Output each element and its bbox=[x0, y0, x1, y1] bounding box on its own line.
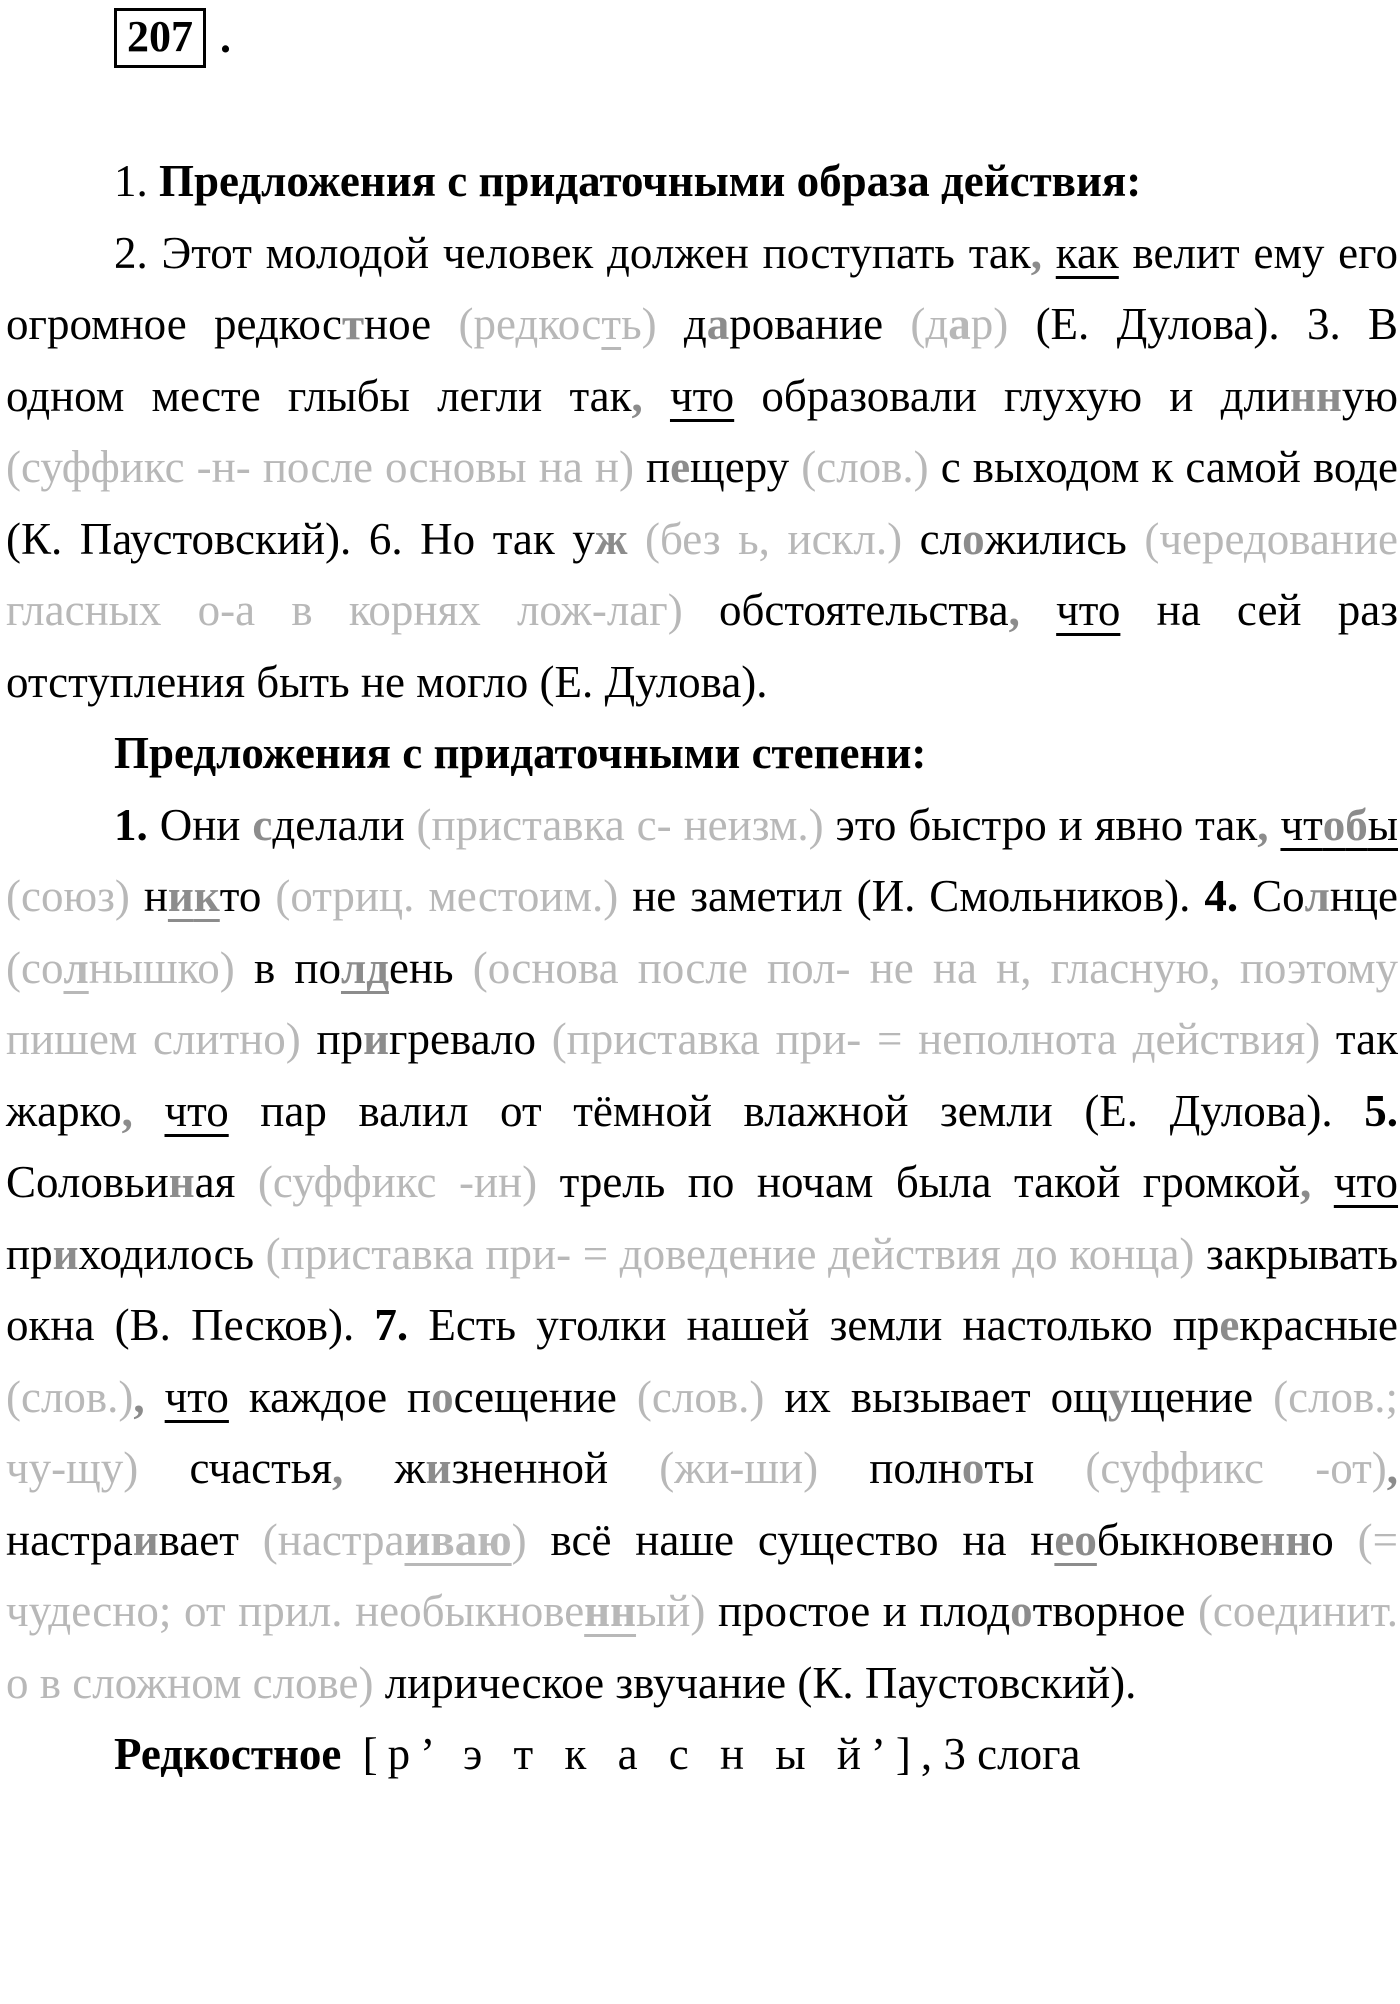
text-run: ходилось bbox=[78, 1228, 266, 1279]
note-part: л bbox=[63, 942, 89, 993]
text-run: ное bbox=[364, 299, 459, 349]
note-part: (= чудесно; от прил. необыкнове bbox=[6, 1514, 1398, 1636]
note-part: ) bbox=[511, 1514, 527, 1565]
text-run: простое и плод bbox=[705, 1586, 1011, 1636]
spelling-note: (слов.; чу-щу) bbox=[6, 1371, 1398, 1493]
phonetic-analysis bbox=[6, 1719, 1398, 1791]
sentence-number: 3. bbox=[1279, 299, 1341, 349]
text-run: обстоятельства bbox=[682, 585, 1009, 635]
text-run: о bbox=[1311, 1514, 1358, 1565]
text-run bbox=[1268, 800, 1280, 850]
spelling-letter: е bbox=[1219, 1300, 1240, 1350]
text-run: п bbox=[633, 442, 671, 492]
note-part: ый) bbox=[636, 1586, 706, 1636]
comma-mark: , bbox=[1257, 799, 1269, 850]
spelling-note: (суффикс -ин) bbox=[257, 1157, 538, 1207]
note-part: (настра bbox=[262, 1514, 405, 1565]
text-run: на сей раз отступления быть не могло (Е. Дулова). bbox=[6, 585, 1398, 707]
text-run: зненной bbox=[451, 1443, 660, 1493]
comma-mark: , bbox=[631, 370, 643, 421]
spelling-letter: и bbox=[52, 1228, 79, 1279]
spelling-note: (слов.) bbox=[801, 442, 929, 492]
sentence-2 bbox=[6, 228, 1398, 350]
text-run bbox=[145, 1372, 165, 1422]
text-run: их вызывает ощ bbox=[764, 1371, 1108, 1422]
conjunction-word: что bbox=[164, 1085, 229, 1136]
spelling-note: (приставка при- = неполнота действия) bbox=[551, 1014, 1321, 1064]
note-part: ь) bbox=[621, 299, 657, 349]
manner-heading-label: Предложения с придаточными образа действия: bbox=[159, 156, 1142, 206]
text-run bbox=[1020, 585, 1056, 635]
spelling-letter: и bbox=[363, 1014, 390, 1064]
note-part: (редкос bbox=[458, 299, 602, 349]
phonetic-transcription: [р’ э т к а с н ы й’] bbox=[341, 1729, 921, 1779]
text-run: Со bbox=[1238, 871, 1305, 921]
text-run: ж bbox=[343, 1443, 426, 1493]
sentence-number: 2. bbox=[114, 227, 148, 278]
spelling-letter: с bbox=[252, 799, 273, 850]
text-run: пр bbox=[300, 1014, 364, 1064]
comma-mark: , bbox=[332, 1443, 344, 1493]
text-run: красные bbox=[1239, 1300, 1399, 1350]
text-run: н bbox=[129, 871, 168, 921]
manner-heading-number: 1. bbox=[114, 156, 159, 206]
text-run: Есть уголки нашей земли настолько пр bbox=[408, 1300, 1220, 1350]
text-run: ты bbox=[984, 1443, 1086, 1493]
text-run: пар валил от тёмной влажной земли (Е. Дулова). bbox=[228, 1085, 1333, 1136]
spelling-letter: нн bbox=[1290, 370, 1342, 421]
phonetic-word: Редкостное bbox=[114, 1729, 342, 1779]
spelling-letter: е bbox=[670, 442, 691, 492]
text-run: Этот молодой человек должен поступать так bbox=[147, 227, 1031, 278]
spelling-note: (слов.) bbox=[6, 1371, 134, 1422]
spelling-letter: л bbox=[1304, 871, 1330, 921]
comma-mark: , bbox=[1386, 1443, 1398, 1493]
conj-part: ы bbox=[1367, 799, 1398, 850]
text-run: делали bbox=[272, 799, 417, 850]
spelling-letter: ео bbox=[1054, 1514, 1097, 1565]
note-part: т bbox=[601, 299, 622, 349]
text-run: с выходом к самой воде (К. Паустовский). bbox=[6, 442, 1398, 564]
spelling-note: (слов.) bbox=[636, 1371, 765, 1422]
comma-mark: , bbox=[1030, 227, 1042, 278]
spelling-letter: н bbox=[168, 1157, 195, 1207]
spelling-note: (без ь, искл.) bbox=[627, 513, 903, 564]
text-run bbox=[133, 1086, 165, 1136]
spelling-note: (чередование гласных о-а в корнях лож-лаг) bbox=[6, 513, 1399, 635]
spelling-letter: и bbox=[167, 871, 194, 921]
exercise-text bbox=[6, 146, 1398, 1791]
text-run: счастья bbox=[138, 1443, 332, 1493]
text-run: велит ему его огромное редкос bbox=[6, 227, 1398, 349]
text-run: настра bbox=[6, 1514, 133, 1565]
text-run: Но так у bbox=[402, 513, 595, 564]
text-run: быкнове bbox=[1096, 1514, 1260, 1565]
sentence-number: 7. bbox=[354, 1300, 409, 1350]
spelling-letter: к bbox=[193, 871, 220, 921]
spelling-letter: т bbox=[341, 299, 365, 349]
text-run: нце bbox=[1329, 871, 1398, 921]
text-run: закрывать окна (В. Песков). bbox=[6, 1228, 1399, 1350]
spelling-note bbox=[910, 299, 1008, 349]
spelling-note: (основа после пол- не на н, гласную, поэтому пишем слитно) bbox=[6, 942, 1398, 1064]
note-part: нышко) bbox=[88, 942, 235, 993]
spelling-letter: лд bbox=[340, 942, 389, 993]
text-run: каждое п bbox=[228, 1371, 432, 1422]
conj-part: чт bbox=[1280, 799, 1323, 850]
conjunction-word: что bbox=[1333, 1157, 1399, 1207]
spelling-letter: нн bbox=[1259, 1514, 1312, 1565]
note-part: (д bbox=[910, 299, 949, 349]
conjunction-word: что bbox=[1056, 585, 1121, 635]
text-run: рование bbox=[729, 299, 911, 349]
text-run: (Е. Дулова). bbox=[1008, 299, 1280, 349]
text-run: В одном месте глыбы легли так bbox=[6, 299, 1399, 421]
comma-mark: , bbox=[133, 1371, 145, 1422]
sentence-number: 6. bbox=[351, 513, 403, 564]
text-run: это быстро и явно так bbox=[823, 799, 1258, 850]
paragraph-manner bbox=[6, 218, 1398, 719]
text-run: творное bbox=[1032, 1586, 1198, 1636]
spelling-note: (суффикс -от) bbox=[1085, 1443, 1387, 1493]
sentence-number: 1. bbox=[114, 799, 148, 850]
text-run: образовали глухую и дли bbox=[734, 370, 1291, 421]
exercise-number-dot: . bbox=[220, 13, 231, 62]
spelling-letter: о bbox=[1010, 1586, 1033, 1636]
spelling-note: (соединит. о в сложном слове) bbox=[6, 1586, 1398, 1708]
spelling-note bbox=[263, 1515, 527, 1565]
conjunction-word: как bbox=[1055, 227, 1119, 278]
spelling-letter: у bbox=[1107, 1371, 1131, 1422]
conj-part: б bbox=[1345, 799, 1368, 850]
text-run: пр bbox=[6, 1228, 53, 1279]
note-part: нн bbox=[584, 1586, 637, 1636]
conjunction-word: что bbox=[164, 1371, 229, 1422]
spelling-letter: и bbox=[132, 1514, 159, 1565]
spelling-note: (суффикс -н- после основы на н) bbox=[6, 442, 634, 492]
text-run: Соловьи bbox=[6, 1157, 169, 1207]
text-run: так жарко bbox=[6, 1014, 1398, 1136]
sentence-number: 5. bbox=[1332, 1085, 1399, 1136]
spelling-note: (союз) bbox=[6, 871, 130, 921]
comma-mark: , bbox=[1008, 585, 1020, 635]
text-run: гревало bbox=[389, 1014, 552, 1064]
spelling-note: (приставка при- = доведение действия до конца) bbox=[265, 1228, 1195, 1279]
spelling-note: (жи-ши) bbox=[659, 1443, 819, 1493]
text-run: трель по ночам была такой громкой bbox=[537, 1157, 1301, 1207]
paragraph-degree bbox=[6, 790, 1398, 1720]
text-run: полн bbox=[818, 1443, 962, 1493]
text-run bbox=[1311, 1157, 1334, 1207]
spelling-note bbox=[458, 299, 656, 349]
exercise-number: 207 bbox=[114, 8, 206, 68]
text-run: ая bbox=[194, 1157, 258, 1207]
text-run: в по bbox=[234, 942, 341, 993]
text-run: сл bbox=[902, 513, 963, 564]
text-run: то bbox=[219, 871, 276, 921]
text-run: щеру bbox=[690, 442, 802, 492]
text-run: сещение bbox=[453, 1371, 637, 1422]
spelling-letter: а bbox=[706, 299, 730, 349]
manner-heading bbox=[6, 146, 1398, 218]
note-part: р) bbox=[970, 299, 1009, 349]
text-run bbox=[643, 371, 670, 421]
text-run: ую bbox=[1341, 370, 1398, 421]
spelling-note: (приставка с- неизм.) bbox=[416, 799, 824, 850]
note-part: (со bbox=[6, 942, 64, 993]
sentence-number: 4. bbox=[1190, 871, 1239, 921]
text-run: лирическое звучание (К. Паустовский). bbox=[373, 1657, 1137, 1708]
text-run: жились bbox=[984, 513, 1145, 564]
text-run bbox=[1042, 228, 1056, 278]
text-run: вает bbox=[158, 1514, 263, 1565]
text-run: ень bbox=[388, 942, 473, 993]
text-run: всё наше существо на н bbox=[526, 1514, 1055, 1565]
spelling-letter: о bbox=[961, 1443, 985, 1493]
degree-heading: Предложения с придаточными степени: bbox=[114, 728, 927, 778]
note-part: а bbox=[948, 299, 971, 349]
spelling-letter: и bbox=[425, 1443, 452, 1493]
text-run: Они bbox=[147, 799, 253, 850]
comma-mark: , bbox=[1300, 1157, 1312, 1207]
spelling-note bbox=[6, 943, 235, 993]
conjunction-word: что bbox=[669, 370, 735, 421]
spelling-note: (отриц. местоим.) bbox=[275, 871, 619, 921]
text-run: д bbox=[656, 299, 707, 349]
syllable-count: , 3 слога bbox=[920, 1729, 1081, 1779]
comma-mark: , bbox=[121, 1085, 133, 1136]
text-run: щение bbox=[1130, 1371, 1274, 1422]
conj-part: о bbox=[1322, 799, 1346, 850]
note-part: иваю bbox=[404, 1514, 512, 1565]
spelling-letter: о bbox=[962, 513, 985, 564]
text-run: не заметил (И. Смольников). bbox=[618, 871, 1191, 921]
conjunction-word bbox=[1280, 800, 1398, 850]
spelling-letter: ж bbox=[594, 513, 628, 564]
sentence-d7 bbox=[6, 1300, 1398, 1708]
spelling-letter: о bbox=[431, 1371, 454, 1422]
